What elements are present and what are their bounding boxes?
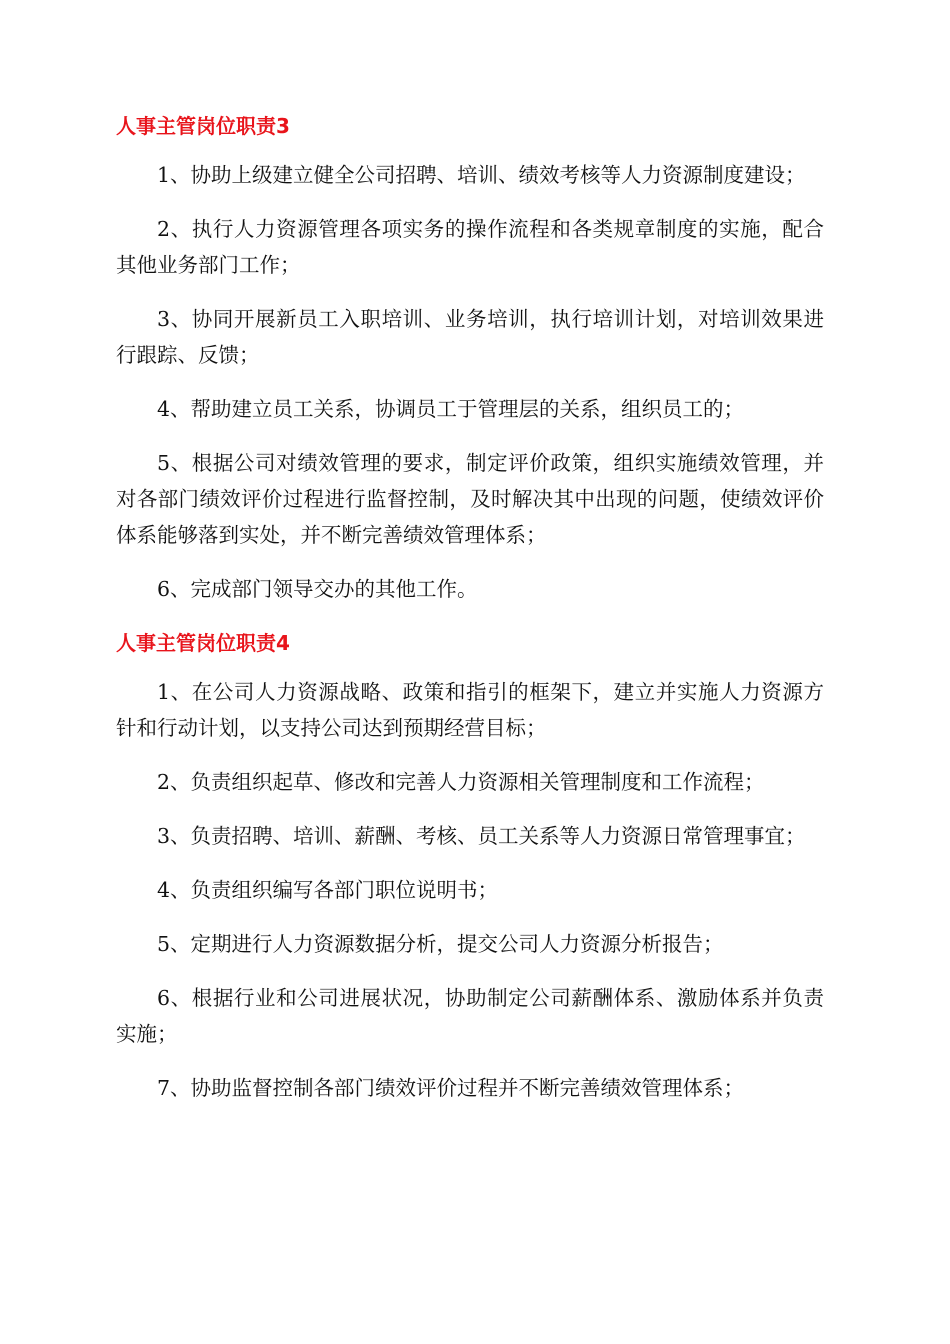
duty-item: 4、负责组织编写各部门职位说明书； xyxy=(157,878,499,902)
duty-item: 1、在公司人力资源战略、政策和指引的框架下，建立并实施人力资源方针和行动计划，以支持公司达到预期经营目标； xyxy=(116,680,824,740)
document-body xyxy=(116,112,824,1124)
duty-item: 3、负责招聘、培训、薪酬、考核、员工关系等人力资源日常管理事宜； xyxy=(157,824,806,848)
duty-item: 6、根据行业和公司进展状况，协助制定公司薪酬体系、激励体系并负责实施； xyxy=(116,986,824,1046)
duty-item: 7、协助监督控制各部门绩效评价过程并不断完善绩效管理体系； xyxy=(157,1076,745,1100)
duty-item: 4、帮助建立员工关系，协调员工于管理层的关系，组织员工的； xyxy=(157,397,745,421)
duty-item: 3、协同开展新员工入职培训、业务培训，执行培训计划，对培训效果进行跟踪、反馈； xyxy=(116,307,824,367)
duty-item: 1、协助上级建立健全公司招聘、培训、绩效考核等人力资源制度建设； xyxy=(157,163,806,187)
duty-item: 2、执行人力资源管理各项实务的操作流程和各类规章制度的实施，配合其他业务部门工作； xyxy=(116,217,824,277)
duty-item: 5、根据公司对绩效管理的要求，制定评价政策，组织实施绩效管理，并对各部门绩效评价过程进行监督控制，及时解决其中出现的问题，使绩效评价体系能够落到实处，并不断完善绩效管理体系； xyxy=(116,451,824,547)
section-title-3: 人事主管岗位职责3 xyxy=(116,114,290,138)
duty-item: 5、定期进行人力资源数据分析，提交公司人力资源分析报告； xyxy=(157,932,724,956)
section-title-4: 人事主管岗位职责4 xyxy=(116,631,290,655)
duty-item: 6、完成部门领导交办的其他工作。 xyxy=(157,577,478,601)
duty-item: 2、负责组织起草、修改和完善人力资源相关管理制度和工作流程； xyxy=(157,770,765,794)
